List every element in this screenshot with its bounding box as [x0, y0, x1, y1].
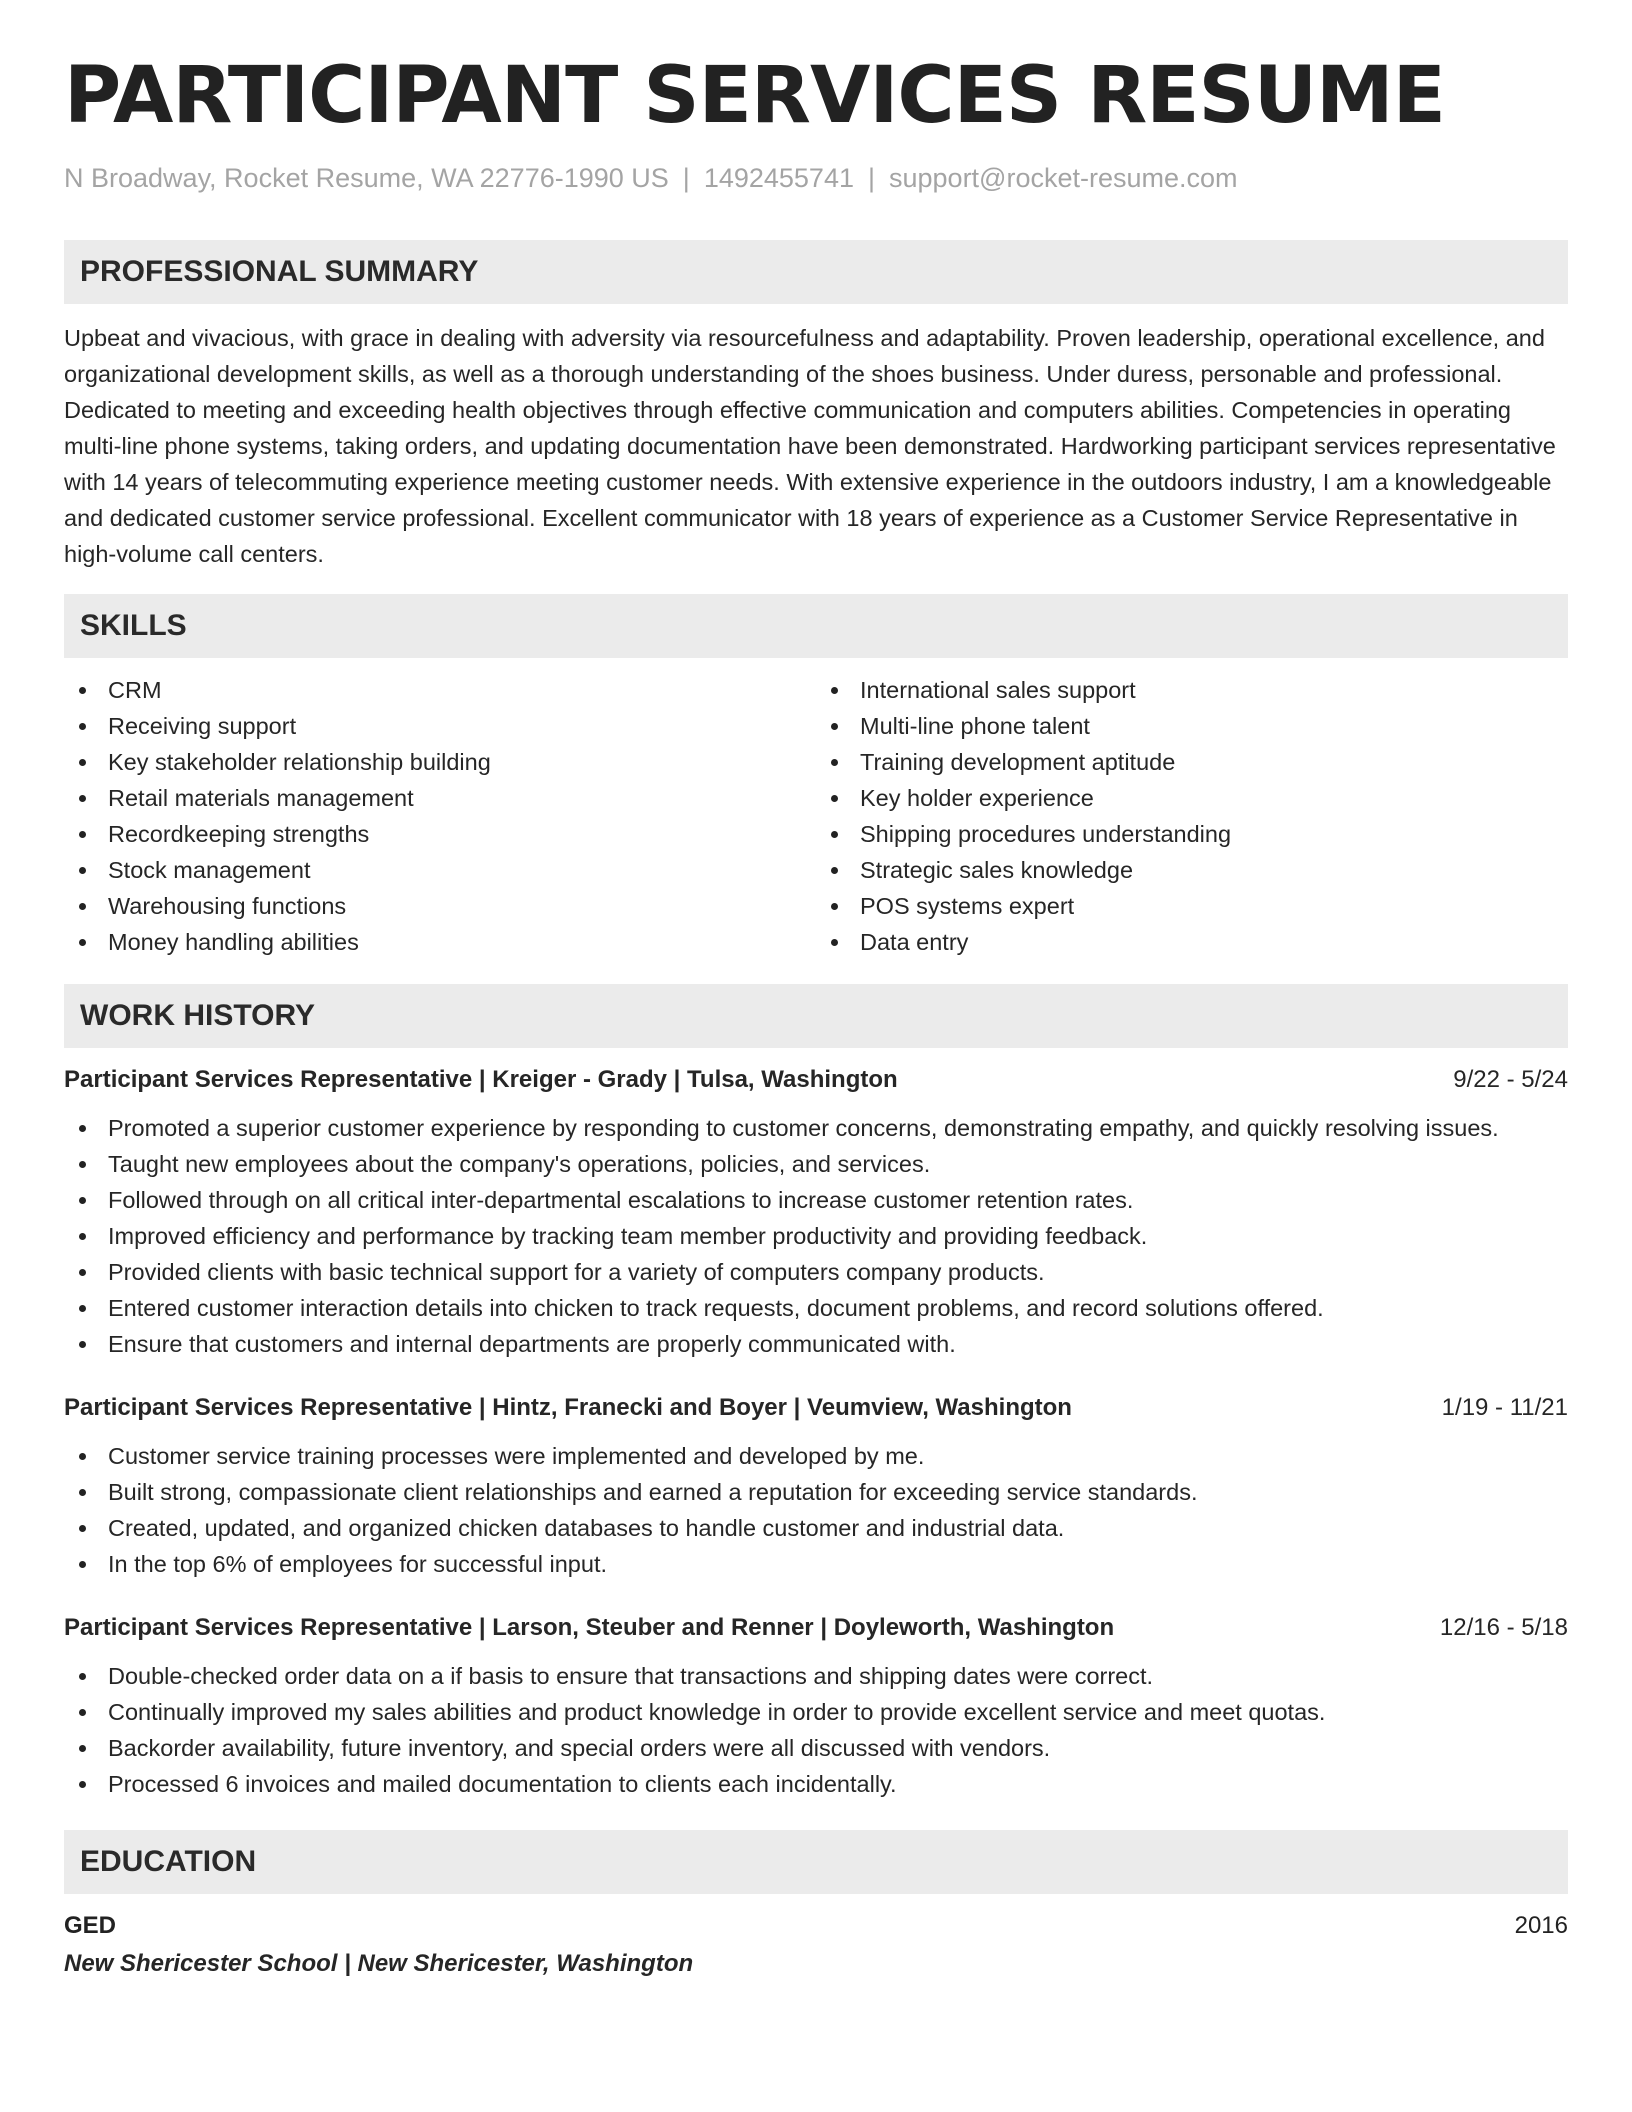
skill-item: Key stakeholder relationship building: [64, 744, 816, 780]
contact-phone: 1492455741: [703, 162, 854, 193]
job-bullet: Provided clients with basic technical support for a variety of computers company products.: [64, 1254, 1568, 1290]
job-bullet-list: [64, 1658, 1568, 1802]
skill-item: Strategic sales knowledge: [816, 852, 1568, 888]
skill-item: Warehousing functions: [64, 888, 816, 924]
job-bullet: Promoted a superior customer experience by responding to customer concerns, demonstrating empathy, and quickly resolving issues.: [64, 1110, 1568, 1146]
skills-column-right: [816, 672, 1568, 960]
job-title: Participant Services Representative | Kreiger - Grady | Tulsa, Washington: [64, 1066, 898, 1094]
skill-item: Training development aptitude: [816, 744, 1568, 780]
job-bullet: Ensure that customers and internal departments are properly communicated with.: [64, 1326, 1568, 1362]
job-bullet: Backorder availability, future inventory, and special orders were all discussed with vendors.: [64, 1730, 1568, 1766]
resume-title: PARTICIPANT SERVICES RESUME: [64, 51, 1445, 141]
job-entry: [64, 1392, 1568, 1582]
skill-item: Recordkeeping strengths: [64, 816, 816, 852]
job-bullet: Double-checked order data on a if basis to ensure that transactions and shipping dates were correct.: [64, 1658, 1568, 1694]
job-entry: [64, 1064, 1568, 1362]
job-bullet: Built strong, compassionate client relationships and earned a reputation for exceeding service standards.: [64, 1474, 1568, 1510]
skill-item: Stock management: [64, 852, 816, 888]
job-bullet: Taught new employees about the company's operations, policies, and services.: [64, 1146, 1568, 1182]
skill-item: International sales support: [816, 672, 1568, 708]
job-bullet: Customer service training processes were implemented and developed by me.: [64, 1438, 1568, 1474]
job-header: [64, 1064, 1568, 1096]
job-bullet: Followed through on all critical inter-departmental escalations to increase customer retention rates.: [64, 1182, 1568, 1218]
job-dates: 1/19 - 11/21: [1441, 1394, 1568, 1422]
contact-line: [64, 162, 1568, 194]
skill-item: Multi-line phone talent: [816, 708, 1568, 744]
section-heading-skills: SKILLS: [64, 594, 1568, 658]
summary-text: Upbeat and vivacious, with grace in dealing with adversity via resourcefulness and adaptability. Proven leadership, operational excellence, and organizational development skills, as well as a thorough understanding of the shoes business. Under duress, personable and professional. Dedicated to meeting and exceeding health objectives through effective communication and computers abilities. Competencies in operating multi-line phone systems, taking orders, and updating documentation have been demonstrated. Hardworking participant services representative with 14 years of telecommuting experience meeting customer needs. With extensive experience in the outdoors industry, I am a knowledgeable and dedicated customer service professional. Excellent communicator with 18 years of experience as a Customer Service Representative in high-volume call centers.: [64, 325, 1556, 568]
skill-item: Receiving support: [64, 708, 816, 744]
skill-item: Money handling abilities: [64, 924, 816, 960]
education-year: 2016: [1514, 1912, 1568, 1940]
job-entry: [64, 1612, 1568, 1802]
education-school: New Shericester School | New Shericester, Washington: [64, 1950, 694, 1978]
skill-item: Retail materials management: [64, 780, 816, 816]
job-header: [64, 1392, 1568, 1424]
skills-column-left: [64, 672, 816, 960]
skill-item: Shipping procedures understanding: [816, 816, 1568, 852]
skill-item: POS systems expert: [816, 888, 1568, 924]
contact-separator: |: [682, 162, 690, 193]
skills-list: [64, 672, 1568, 960]
section-heading-summary: PROFESSIONAL SUMMARY: [64, 240, 1568, 304]
section-heading-education: EDUCATION: [64, 1830, 1568, 1894]
skill-item: CRM: [64, 672, 816, 708]
job-bullet: Continually improved my sales abilities and product knowledge in order to provide excellent service and meet quotas.: [64, 1694, 1568, 1730]
job-bullet-list: [64, 1110, 1568, 1362]
contact-email: support@rocket-resume.com: [889, 162, 1238, 193]
job-bullet: Created, updated, and organized chicken databases to handle customer and industrial data.: [64, 1510, 1568, 1546]
job-title: Participant Services Representative | Larson, Steuber and Renner | Doyleworth, Washington: [64, 1614, 1115, 1642]
section-heading-work-history: WORK HISTORY: [64, 984, 1568, 1048]
job-header: [64, 1612, 1568, 1644]
job-dates: 12/16 - 5/18: [1439, 1614, 1568, 1642]
job-bullet: Improved efficiency and performance by tracking team member productivity and providing feedback.: [64, 1218, 1568, 1254]
education-entry: [64, 1910, 1568, 1942]
job-bullet-list: [64, 1438, 1568, 1582]
skill-item: Data entry: [816, 924, 1568, 960]
contact-separator: |: [867, 162, 875, 193]
contact-address: N Broadway, Rocket Resume, WA 22776-1990 US: [64, 162, 669, 193]
job-bullet: In the top 6% of employees for successful input.: [64, 1546, 1568, 1582]
job-dates: 9/22 - 5/24: [1453, 1066, 1568, 1094]
education-degree: GED: [64, 1912, 117, 1940]
job-title: Participant Services Representative | Hintz, Franecki and Boyer | Veumview, Washington: [64, 1394, 1072, 1422]
skill-item: Key holder experience: [816, 780, 1568, 816]
job-bullet: Processed 6 invoices and mailed documentation to clients each incidentally.: [64, 1766, 1568, 1802]
job-bullet: Entered customer interaction details into chicken to track requests, document problems, and record solutions offered.: [64, 1290, 1568, 1326]
